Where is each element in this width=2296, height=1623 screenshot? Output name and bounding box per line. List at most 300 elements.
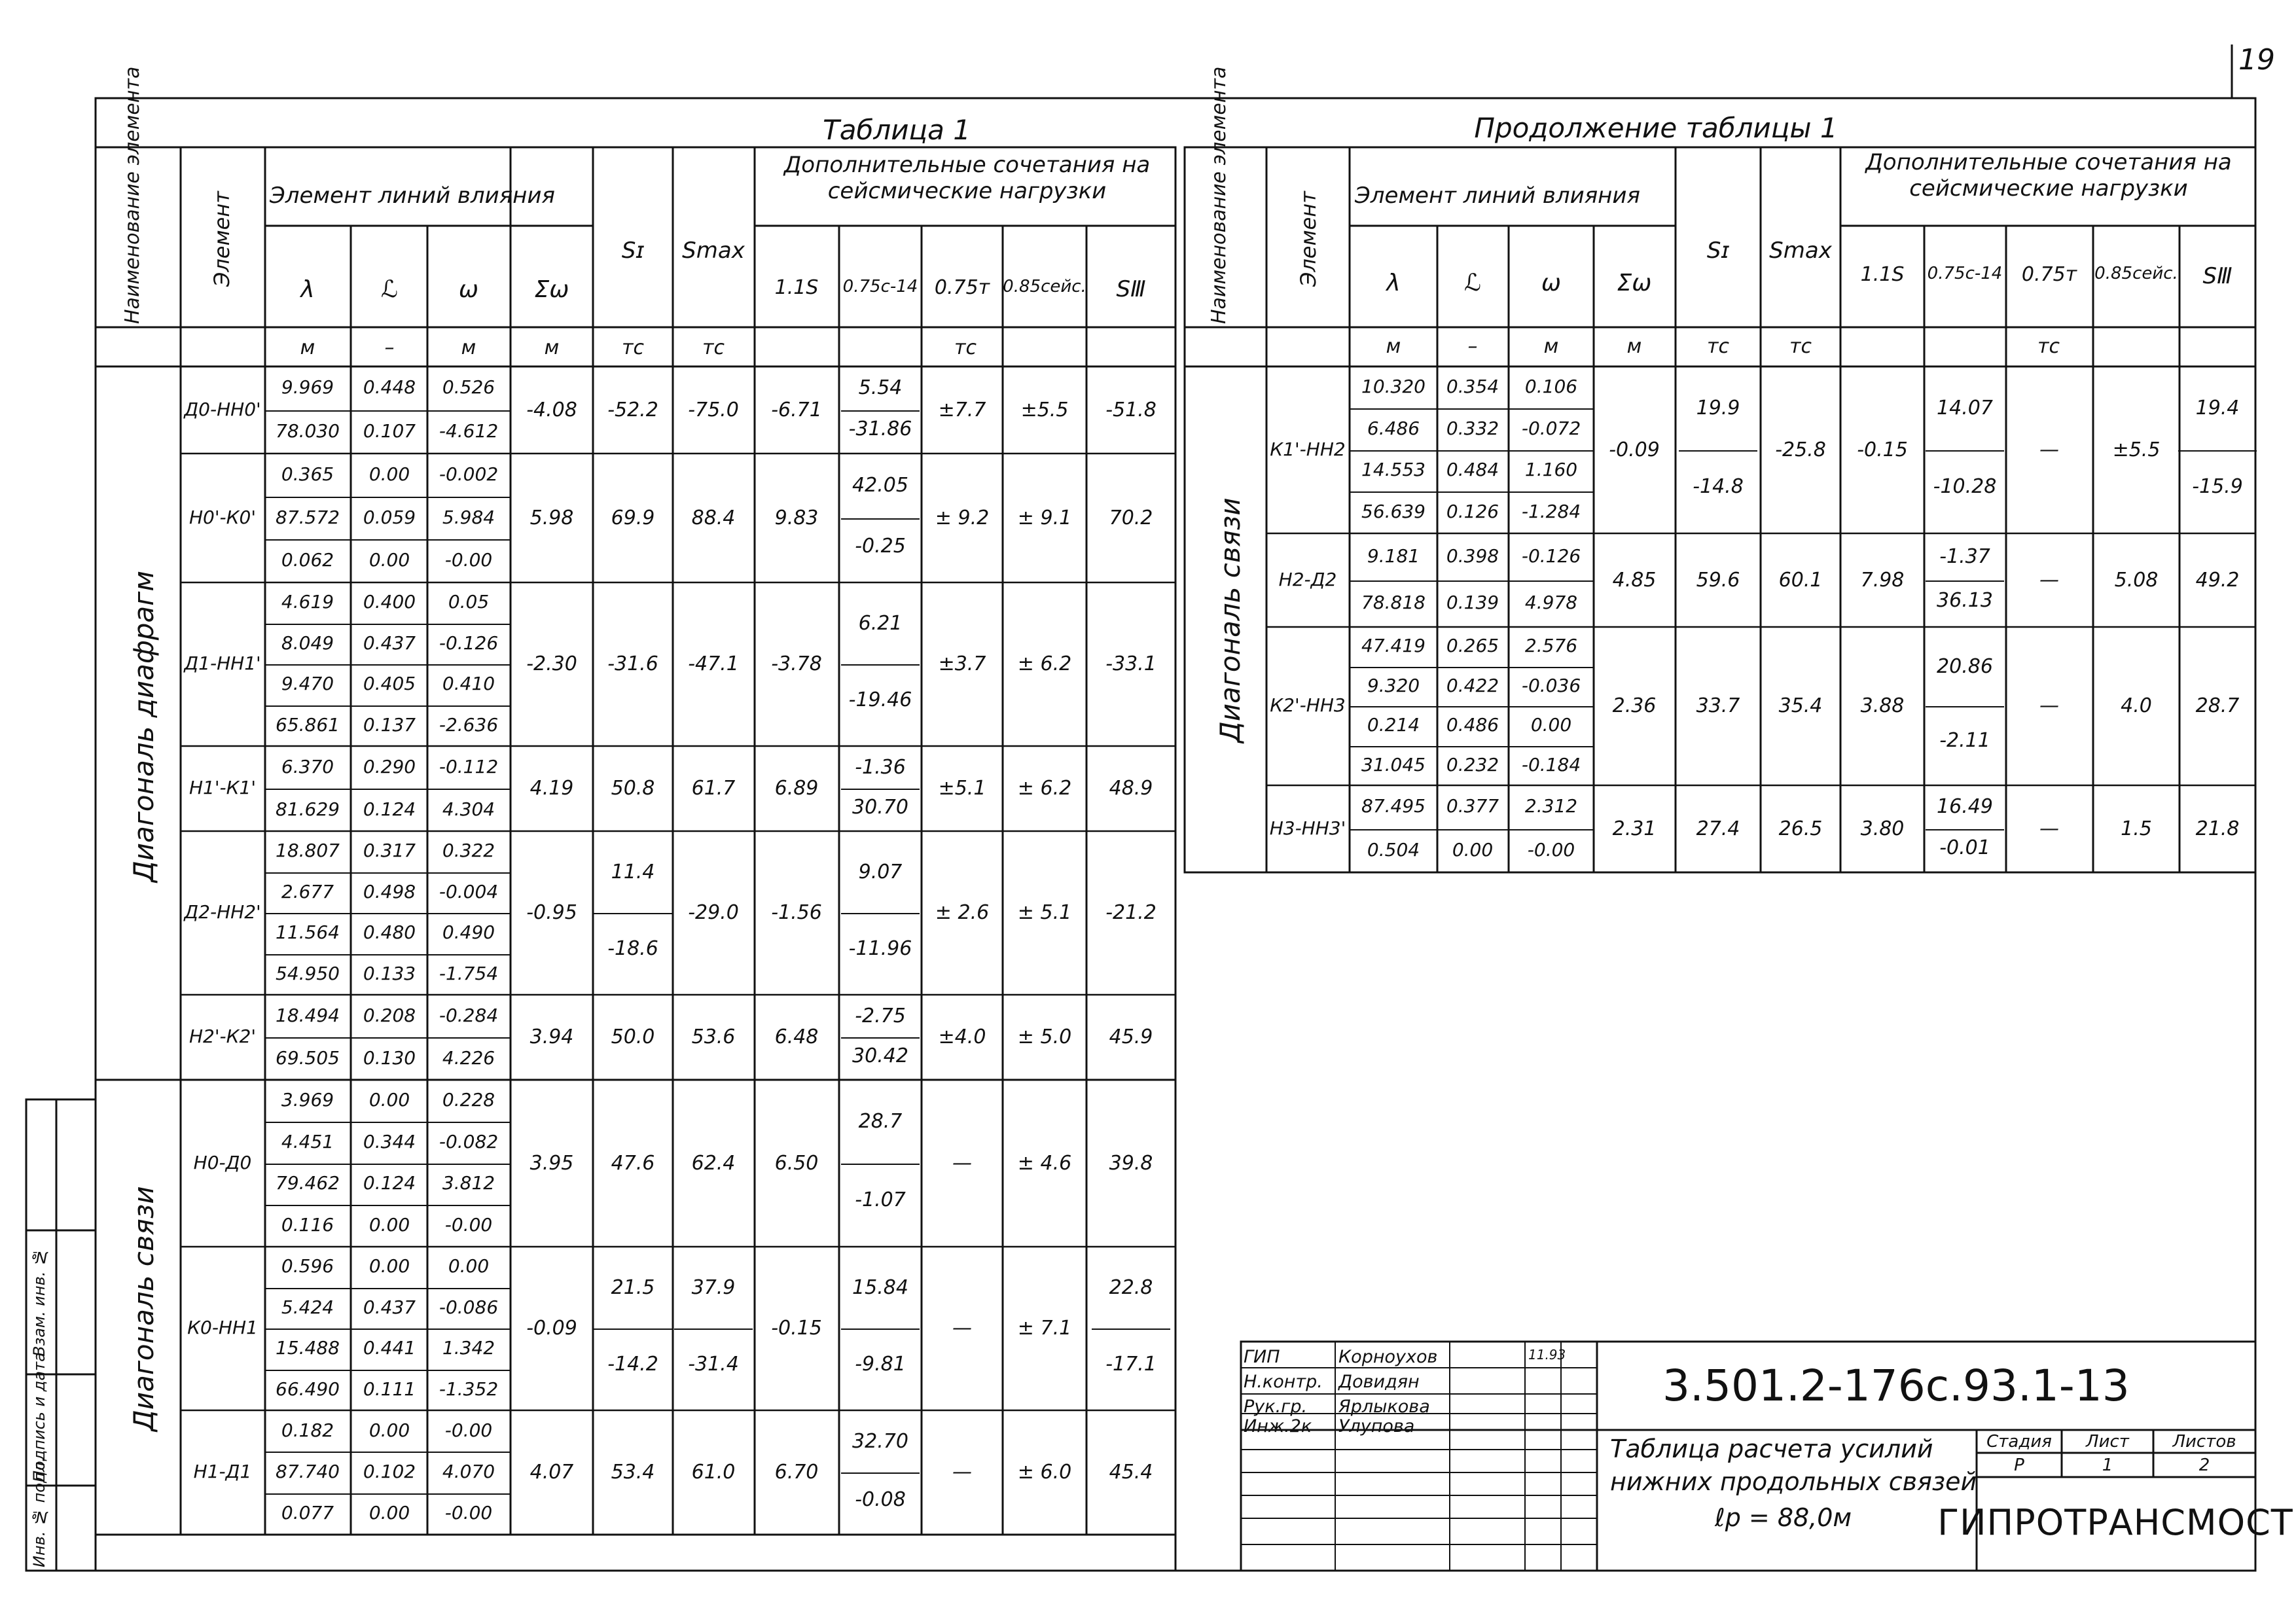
alpha-value: 0.124: [363, 798, 416, 820]
s1-value: -52.2: [607, 398, 658, 421]
combo-085seis-value: ± 7.1: [1017, 1317, 1072, 1340]
lambda-value: 78.030: [276, 419, 340, 442]
combo-085seis-value: ± 6.2: [1017, 777, 1072, 800]
cell-divider: [2178, 450, 2257, 452]
combo-s3-value: -15.9: [2192, 474, 2243, 498]
header-element: Элемент: [209, 191, 234, 287]
omega-value: 3.812: [442, 1172, 495, 1194]
combo-075c14-value: -11.96: [848, 937, 912, 960]
table-title: Таблица 1: [823, 114, 971, 146]
alpha-value: 0.139: [1446, 592, 1499, 614]
combo-085seis-value: ± 6.0: [1017, 1461, 1072, 1484]
header-c1-right: 1.1S: [1860, 263, 1905, 286]
lambda-value: 87.495: [1361, 795, 1426, 817]
lambda-value: 9.470: [281, 673, 334, 695]
combo-085seis-value: ± 5.0: [1017, 1026, 1072, 1048]
omega-value: 0.490: [442, 921, 495, 944]
omega-value: 0.322: [442, 840, 495, 862]
omega-value: -2.636: [439, 713, 499, 736]
combo-075c14-value: 28.7: [858, 1109, 903, 1133]
combo-075c14-value: 20.86: [1937, 654, 1993, 678]
side-replacement-inventory: Взам. инв. №: [30, 1248, 48, 1357]
combo-075c14-value: -0.01: [1939, 836, 1990, 859]
header-influence-right: Элемент линий влияния: [1355, 183, 1640, 209]
unit-additional-right: тс: [2037, 335, 2060, 358]
cell-divider: [841, 789, 920, 790]
omega-value: 5.984: [442, 506, 495, 528]
span-length: ℓр = 88,0м: [1715, 1503, 1852, 1532]
alpha-value: 0.00: [368, 463, 410, 485]
lambda-value: 87.572: [276, 506, 340, 528]
lambda-value: 10.320: [1361, 375, 1426, 397]
combo-1-1s-value: 6.70: [774, 1461, 819, 1484]
sheet-value: 1: [2102, 1455, 2113, 1475]
combo-075c14-value: -2.75: [855, 1004, 906, 1027]
combo-085seis-value: ± 5.1: [1017, 901, 1072, 924]
sheet-description-2: нижних продольных связей: [1610, 1467, 1977, 1496]
cell-divider: [265, 789, 511, 790]
combo-1-1s-value: -0.15: [1857, 438, 1908, 461]
combo-075c14-value: 6.21: [858, 611, 903, 635]
combo-s3-value: 39.8: [1109, 1151, 1153, 1175]
s1-value: 21.5: [611, 1275, 655, 1299]
combo-075c14-value: -1.37: [1939, 544, 1990, 568]
cell-divider: [841, 913, 920, 914]
cell-divider: [1350, 450, 1594, 452]
row-element-label: Н0'-К0': [188, 506, 257, 528]
alpha-value: 0.107: [363, 419, 416, 442]
row-element-label: К0-НН1: [187, 1317, 258, 1338]
omega-value: -0.00: [444, 1502, 493, 1524]
combo-1-1s-value: 6.48: [774, 1026, 819, 1048]
omega-value: -0.284: [439, 1004, 499, 1026]
cell-divider: [265, 624, 511, 625]
header-sum-omega: Σω: [534, 276, 569, 303]
row-element-label: Н2-Д2: [1278, 568, 1337, 590]
cell-divider: [1926, 450, 2004, 452]
document-code: 3.501.2-176с.93.1-13: [1662, 1361, 2130, 1411]
smax-value: 35.4: [1778, 694, 1823, 717]
combo-1-1s-value: 6.50: [774, 1151, 819, 1175]
lambda-value: 14.553: [1361, 459, 1426, 481]
header-additional: Дополнительные сочетания на сейсмические нагрузки: [783, 152, 1151, 204]
omega-value: 2.312: [1524, 795, 1578, 817]
lambda-value: 6.370: [281, 755, 334, 777]
combo-s3-value: -17.1: [1105, 1353, 1157, 1376]
s1-value: 19.9: [1696, 396, 1740, 419]
combo-075c14-value: 15.84: [852, 1275, 908, 1299]
alpha-value: 0.448: [363, 376, 416, 399]
stamp-person-name: Корноухов: [1338, 1347, 1438, 1367]
sheet-header: Лист: [2086, 1432, 2129, 1452]
alpha-value: 0.232: [1446, 753, 1499, 776]
lambda-value: 3.969: [281, 1088, 334, 1111]
lambda-value: 81.629: [276, 798, 340, 820]
header-c3-right: 0.75т: [2021, 263, 2077, 286]
header-s1-right: Sɪ: [1706, 238, 1730, 264]
alpha-value: 0.208: [363, 1004, 416, 1026]
alpha-value: 0.480: [363, 921, 416, 944]
omega-value: 4.070: [442, 1461, 495, 1482]
lambda-value: 0.596: [281, 1255, 334, 1277]
stage-header: Стадия: [1986, 1432, 2052, 1452]
smax-value: 53.6: [691, 1026, 736, 1048]
alpha-value: 0.00: [368, 1214, 410, 1236]
alpha-value: 0.344: [363, 1130, 416, 1152]
row-element-label: Н1-Д1: [193, 1461, 252, 1482]
alpha-value: 0.290: [363, 755, 416, 777]
lambda-value: 9.969: [281, 376, 334, 399]
omega-value: 1.342: [442, 1337, 495, 1359]
sheets-value: 2: [2198, 1455, 2210, 1475]
unit-lambda-right: м: [1386, 335, 1401, 358]
combo-1-1s-value: 6.89: [774, 777, 819, 800]
stamp-person-name: Довидян: [1338, 1372, 1420, 1392]
omega-value: 0.00: [1530, 714, 1572, 736]
combo-1-1s-value: 3.88: [1860, 694, 1905, 717]
omega-value: -0.112: [439, 755, 499, 777]
combo-s3-value: 21.8: [2195, 817, 2240, 840]
group-bracing-diagonal-right: Диагональ связи: [1214, 497, 1246, 743]
lambda-value: 56.639: [1361, 501, 1426, 523]
alpha-value: 0.437: [363, 632, 416, 654]
combo-075t-value: —: [952, 1317, 972, 1340]
header-c5-right: SⅢ: [2202, 263, 2233, 289]
alpha-value: 0.00: [1452, 838, 1494, 861]
lambda-value: 66.490: [276, 1378, 340, 1400]
header-influence: Элемент линий влияния: [270, 183, 555, 209]
lambda-value: 6.486: [1367, 417, 1420, 439]
header-alpha-right: ℒ: [1464, 270, 1481, 296]
lambda-value: 79.462: [276, 1172, 340, 1194]
unit-lambda: м: [300, 336, 315, 359]
s1-value: 27.4: [1696, 817, 1740, 840]
combo-075c14-value: 5.54: [858, 376, 903, 400]
header-c1: 1.1S: [774, 276, 819, 299]
omega-value: -0.004: [439, 880, 499, 902]
combo-075c14-value: 9.07: [858, 860, 903, 883]
side-signature-date: Подпись и дата: [30, 1352, 48, 1482]
header-s1: Sɪ: [621, 238, 645, 264]
sum-omega-value: -0.95: [526, 901, 577, 924]
lambda-value: 4.451: [281, 1130, 334, 1152]
omega-value: -1.754: [439, 962, 499, 984]
cell-divider: [1926, 706, 2004, 707]
cell-divider: [265, 1205, 511, 1206]
stamp-role: Инж.2к: [1244, 1416, 1312, 1436]
omega-value: -0.184: [1521, 753, 1581, 776]
lambda-value: 11.564: [276, 921, 340, 944]
lambda-value: 31.045: [1361, 753, 1426, 776]
sum-omega-value: 3.94: [529, 1026, 574, 1048]
smax-value: -75.0: [688, 398, 739, 421]
s1-value: 50.0: [611, 1026, 655, 1048]
header-sum-omega-right: Σω: [1617, 270, 1652, 296]
omega-value: -0.126: [1521, 544, 1581, 567]
combo-1-1s-value: 3.80: [1860, 817, 1905, 840]
stage-value: Р: [2014, 1455, 2024, 1475]
omega-value: 4.226: [442, 1046, 495, 1069]
lambda-value: 18.807: [276, 840, 340, 862]
combo-085seis-value: ±5.5: [1020, 398, 1069, 421]
omega-value: 0.106: [1524, 375, 1578, 397]
combo-s3-value: 70.2: [1109, 506, 1153, 529]
cell-divider: [841, 1472, 920, 1474]
s1-value: -14.2: [607, 1353, 658, 1376]
combo-s3-value: -21.2: [1105, 901, 1157, 924]
combo-075c14-value: -19.46: [848, 688, 912, 711]
cell-divider: [1926, 829, 2004, 830]
alpha-value: 0.437: [363, 1296, 416, 1318]
cell-divider: [594, 1329, 672, 1330]
omega-value: -0.126: [439, 632, 499, 654]
omega-value: -1.352: [439, 1378, 499, 1400]
combo-075t-value: —: [952, 1461, 972, 1484]
header-c4: 0.85сейс.: [1003, 277, 1086, 296]
s1-value: 50.8: [611, 777, 655, 800]
alpha-value: 0.265: [1446, 635, 1499, 657]
cell-divider: [1350, 408, 1594, 410]
header-c2: 0.75c-14: [842, 277, 918, 296]
cell-divider: [265, 1452, 511, 1453]
lambda-value: 65.861: [276, 713, 340, 736]
omega-value: 2.576: [1524, 635, 1578, 657]
combo-075c14-value: -31.86: [848, 417, 912, 440]
group-bracing-diagonal: Диагональ связи: [128, 1186, 160, 1432]
omega-value: -0.00: [444, 549, 493, 571]
cell-divider: [265, 664, 511, 666]
row-element-label: Н3-НН3': [1269, 817, 1346, 839]
cell-divider: [265, 954, 511, 955]
sum-omega-value: 2.31: [1612, 817, 1657, 840]
smax-value: 60.1: [1778, 568, 1823, 592]
header-name-right: Наименование элемента: [1208, 66, 1230, 324]
row-element-label: Д2-НН2': [184, 901, 261, 923]
header-lambda: λ: [300, 276, 315, 303]
lambda-value: 0.365: [281, 463, 334, 485]
alpha-value: 0.059: [363, 506, 416, 528]
alpha-value: 0.00: [368, 1255, 410, 1277]
header-lambda-right: λ: [1386, 270, 1401, 296]
omega-value: -0.00: [444, 1419, 493, 1441]
smax-value: 37.9: [691, 1275, 736, 1299]
combo-085seis-value: 4.0: [2121, 694, 2152, 717]
lambda-value: 9.181: [1367, 544, 1420, 567]
stamp-role: Н.контр.: [1244, 1372, 1323, 1392]
cell-divider: [265, 1329, 511, 1330]
combo-s3-value: 19.4: [2195, 396, 2240, 419]
omega-value: -0.036: [1521, 674, 1581, 696]
combo-075c14-value: 36.13: [1937, 588, 1993, 612]
sum-omega-value: 2.36: [1612, 694, 1657, 717]
cell-divider: [841, 664, 920, 666]
s1-value: -18.6: [607, 937, 658, 960]
cell-divider: [841, 1037, 920, 1039]
unit-alpha-right: –: [1467, 335, 1478, 358]
alpha-value: 0.00: [368, 1502, 410, 1524]
cell-divider: [1350, 491, 1594, 493]
combo-075c14-value: 32.70: [852, 1429, 908, 1453]
alpha-value: 0.317: [363, 840, 416, 862]
cell-divider: [265, 705, 511, 707]
alpha-value: 0.486: [1446, 714, 1499, 736]
alpha-value: 0.00: [368, 549, 410, 571]
combo-s3-value: 45.9: [1109, 1026, 1153, 1048]
combo-075c14-value: -9.81: [855, 1353, 906, 1376]
combo-s3-value: 45.4: [1109, 1461, 1153, 1484]
combo-s3-value: -51.8: [1105, 398, 1157, 421]
sum-omega-value: -0.09: [1609, 438, 1660, 461]
sum-omega-value: 5.98: [529, 506, 574, 529]
combo-075t-value: —: [2039, 568, 2059, 592]
s1-value: 69.9: [611, 506, 655, 529]
lambda-value: 5.424: [281, 1296, 334, 1318]
combo-1-1s-value: -1.56: [771, 901, 822, 924]
combo-1-1s-value: -0.15: [771, 1317, 822, 1340]
combo-075c14-value: 42.05: [852, 474, 908, 497]
sheet-description-1: Таблица расчета усилий: [1610, 1435, 1933, 1463]
combo-075c14-value: 14.07: [1937, 396, 1993, 419]
alpha-value: 0.398: [1446, 544, 1499, 567]
header-omega: ω: [458, 276, 479, 303]
combo-085seis-value: ±5.5: [2112, 438, 2161, 461]
combo-s3-value: 22.8: [1109, 1275, 1153, 1299]
header-alpha: ℒ: [381, 276, 398, 303]
cell-divider: [1350, 746, 1594, 747]
alpha-value: 0.498: [363, 880, 416, 902]
cell-divider: [265, 1370, 511, 1371]
combo-1-1s-value: -3.78: [771, 652, 822, 675]
lambda-value: 47.419: [1361, 635, 1426, 657]
combo-075c14-value: -10.28: [1933, 474, 1997, 498]
cell-divider: [1092, 1329, 1170, 1330]
unit-sum-omega: м: [544, 336, 560, 359]
combo-085seis-value: 5.08: [2114, 568, 2159, 592]
combo-075t-value: ±7.7: [938, 398, 986, 421]
sheets-header: Листов: [2172, 1432, 2236, 1452]
unit-alpha: –: [384, 336, 395, 359]
omega-value: -0.00: [1527, 838, 1575, 861]
header-c4-right: 0.85сейс.: [2094, 264, 2178, 283]
row-element-label: Н0-Д0: [193, 1151, 252, 1173]
alpha-value: 0.332: [1446, 417, 1499, 439]
cell-divider: [265, 872, 511, 874]
omega-value: 0.410: [442, 673, 495, 695]
cell-divider: [1679, 450, 1757, 452]
alpha-value: 0.484: [1446, 459, 1499, 481]
sum-omega-value: 4.19: [529, 777, 574, 800]
lambda-value: 8.049: [281, 632, 334, 654]
stamp-date: 11.93: [1528, 1347, 1566, 1363]
lambda-value: 78.818: [1361, 592, 1426, 614]
stamp-role: ГИП: [1244, 1347, 1280, 1367]
s1-value: 33.7: [1696, 694, 1740, 717]
lambda-value: 9.320: [1367, 674, 1420, 696]
omega-value: 4.304: [442, 798, 495, 820]
cell-divider: [265, 1288, 511, 1289]
alpha-value: 0.354: [1446, 375, 1499, 397]
cell-divider: [265, 1037, 511, 1039]
omega-value: -4.612: [439, 419, 499, 442]
alpha-value: 0.111: [363, 1378, 416, 1400]
cell-divider: [674, 1329, 753, 1330]
alpha-value: 0.422: [1446, 674, 1499, 696]
cell-divider: [1350, 706, 1594, 707]
smax-value: 61.0: [691, 1461, 736, 1484]
header-c5: SⅢ: [1116, 276, 1146, 302]
alpha-value: 0.102: [363, 1461, 416, 1482]
lambda-value: 69.505: [276, 1046, 340, 1069]
combo-075c14-value: 16.49: [1937, 795, 1993, 819]
unit-additional: тс: [954, 336, 977, 359]
combo-085seis-value: 1.5: [2121, 817, 2152, 840]
cell-divider: [1350, 580, 1594, 582]
combo-075c14-value: -1.07: [855, 1188, 906, 1211]
smax-value: -25.8: [1775, 438, 1826, 461]
sum-omega-value: 4.85: [1612, 568, 1657, 592]
group-diaphragm-diagonal: Диагональ диафрагм: [128, 571, 160, 882]
lambda-value: 0.077: [281, 1502, 334, 1524]
lambda-value: 4.619: [281, 591, 334, 613]
combo-1-1s-value: 9.83: [774, 506, 819, 529]
stamp-role: Рук.гр.: [1244, 1397, 1308, 1417]
omega-value: 0.228: [442, 1088, 495, 1111]
lambda-value: 0.116: [281, 1214, 334, 1236]
unit-sum-omega-right: м: [1626, 335, 1642, 358]
combo-s3-value: 48.9: [1109, 777, 1153, 800]
row-element-label: К2'-НН3: [1270, 694, 1346, 716]
cell-divider: [265, 410, 511, 412]
omega-value: -1.284: [1521, 501, 1581, 523]
alpha-value: 0.441: [363, 1337, 416, 1359]
sum-omega-value: 4.07: [529, 1461, 574, 1484]
s1-value: 59.6: [1696, 568, 1740, 592]
combo-075t-value: —: [952, 1151, 972, 1175]
alpha-value: 0.00: [368, 1419, 410, 1441]
combo-075t-value: —: [2039, 694, 2059, 717]
omega-value: -0.086: [439, 1296, 499, 1318]
sum-omega-value: -0.09: [526, 1317, 577, 1340]
header-additional-right: Дополнительные сочетания на сейсмические нагрузки: [1865, 149, 2232, 202]
cell-divider: [1926, 580, 2004, 582]
combo-s3-value: 49.2: [2195, 568, 2240, 592]
omega-value: -0.082: [439, 1130, 499, 1152]
alpha-value: 0.137: [363, 713, 416, 736]
omega-value: -0.002: [439, 463, 499, 485]
organization-name: ГИПРОТРАНСМОСТ: [1937, 1502, 2293, 1543]
combo-075t-value: —: [2039, 438, 2059, 461]
cell-divider: [841, 1329, 920, 1330]
combo-1-1s-value: -6.71: [771, 398, 822, 421]
omega-value: 0.526: [442, 376, 495, 399]
s1-value: -14.8: [1693, 474, 1744, 498]
cell-divider: [265, 913, 511, 914]
combo-075c14-value: 30.42: [852, 1044, 908, 1067]
combo-075t-value: ±5.1: [938, 777, 986, 800]
lambda-value: 87.740: [276, 1461, 340, 1482]
unit-s1-right: тс: [1707, 335, 1729, 358]
combo-s3-value: -33.1: [1105, 652, 1157, 675]
stamp-person-name: Ярлыкова: [1338, 1397, 1430, 1417]
header-name: Наименование элемента: [121, 66, 144, 324]
alpha-value: 0.130: [363, 1046, 416, 1069]
s1-value: 53.4: [611, 1461, 655, 1484]
combo-075c14-value: -2.11: [1939, 729, 1990, 753]
combo-075c14-value: -0.08: [855, 1488, 906, 1511]
omega-value: -0.072: [1521, 417, 1581, 439]
unit-smax-right: тс: [1789, 335, 1812, 358]
row-element-label: Н2'-К2': [188, 1026, 257, 1047]
